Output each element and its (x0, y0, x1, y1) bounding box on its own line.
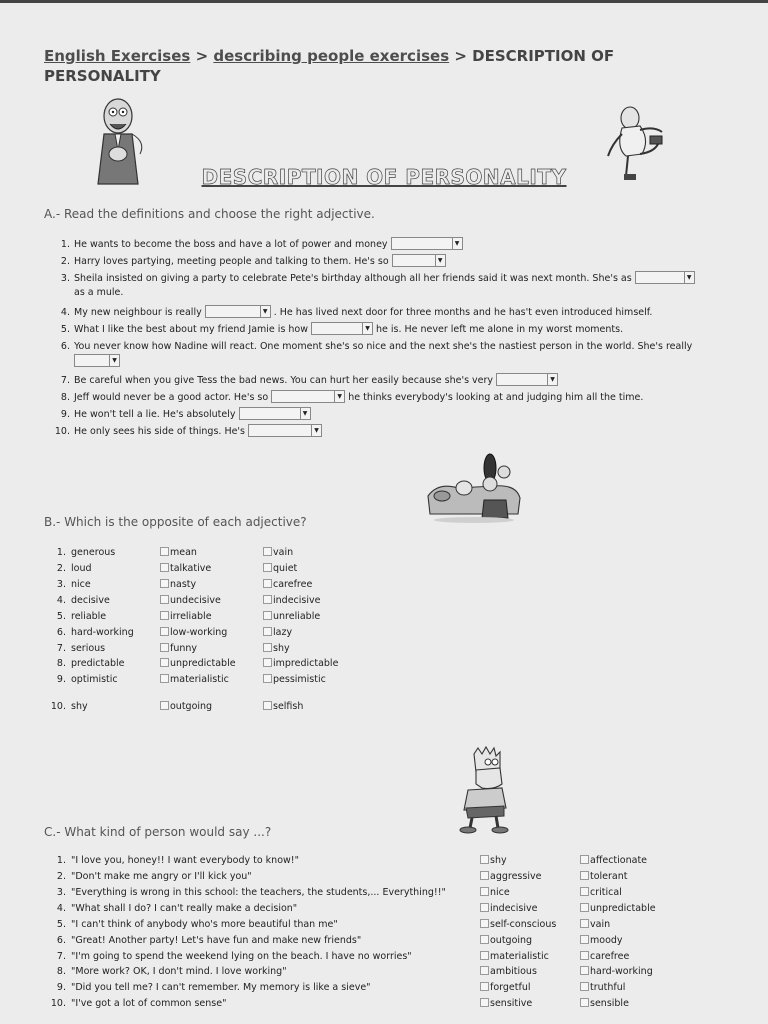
answer-dropdown[interactable] (271, 390, 345, 403)
checkbox-icon[interactable] (480, 919, 489, 928)
option-label: unreliable (273, 611, 321, 622)
chevron-down-icon: ▼ (334, 391, 344, 402)
opposite-item (50, 562, 92, 576)
breadcrumb-separator: > (449, 47, 473, 65)
opposite-item (50, 642, 105, 656)
item-number: 9. (56, 982, 66, 993)
adjective: generous (71, 547, 116, 558)
checkbox-icon[interactable] (580, 966, 589, 975)
option-label: outgoing (170, 701, 213, 712)
option-label: indecisive (273, 595, 321, 606)
checkbox-icon[interactable] (580, 951, 589, 960)
question-text: Be careful when you give Tess the bad news. You can hurt her easily because she's very (74, 375, 494, 386)
question-number: 1. (60, 239, 70, 250)
option-checkbox[interactable] (160, 657, 236, 671)
answer-dropdown[interactable] (239, 407, 311, 420)
answer-dropdown[interactable] (248, 424, 322, 437)
option-label: quiet (273, 563, 298, 574)
checkbox-icon[interactable] (263, 701, 272, 710)
option-label: outgoing (490, 935, 533, 946)
option-checkbox[interactable] (263, 578, 312, 592)
item-number: 1. (56, 855, 66, 866)
question-text: What I like the best about my friend Jamie is how (74, 324, 309, 335)
item-number: 5. (56, 611, 66, 622)
question-text: Jeff would never be a good actor. He's so (74, 392, 269, 403)
checkbox-icon[interactable] (263, 643, 272, 652)
option-label: pessimistic (273, 674, 326, 685)
section-a-heading: A.- Read the definitions and choose the right adjective. (44, 207, 375, 221)
adjective: serious (71, 643, 106, 654)
question-number: 10. (54, 426, 70, 437)
quote-text: "What shall I do? I can't really make a decision" (71, 903, 298, 914)
question-a-2 (50, 254, 449, 269)
opposite-item (50, 610, 106, 624)
option-label: shy (273, 643, 290, 654)
page-title (0, 165, 768, 189)
adjective: predictable (71, 658, 125, 669)
option-label: selfish (273, 701, 304, 712)
checkbox-icon[interactable] (160, 658, 169, 667)
breadcrumb-link-english-exercises[interactable]: English Exercises (44, 47, 191, 65)
checkbox-icon[interactable] (480, 982, 489, 991)
cartoon-boy-illustration (448, 744, 518, 836)
question-text-continued: as a mule. (74, 287, 124, 298)
quote-text: "Don't make me angry or I'll kick you" (71, 871, 252, 882)
option-checkbox[interactable] (480, 934, 532, 948)
option-label: nasty (170, 579, 197, 590)
option-label: self-conscious (490, 919, 557, 930)
option-checkbox[interactable] (160, 642, 197, 656)
question-number: 8. (60, 392, 70, 403)
option-label: sensible (590, 998, 629, 1009)
option-checkbox[interactable] (263, 700, 303, 714)
question-a-4 (50, 305, 652, 320)
option-label: vain (590, 919, 611, 930)
option-label: unpredictable (170, 658, 236, 669)
option-label: critical (590, 887, 622, 898)
option-checkbox[interactable] (160, 594, 221, 608)
option-label: carefree (590, 951, 630, 962)
adjective: shy (71, 701, 88, 712)
quote-item (50, 870, 252, 884)
option-checkbox[interactable] (580, 965, 653, 979)
option-label: affectionate (590, 855, 648, 866)
option-label: undecisive (170, 595, 221, 606)
item-number: 4. (56, 595, 66, 606)
adjective: loud (71, 563, 92, 574)
question-text-after: he is. He never left me alone in my worst moments. (376, 324, 624, 335)
question-number: 4. (60, 307, 70, 318)
answer-dropdown[interactable] (311, 322, 373, 335)
checkbox-icon[interactable] (580, 982, 589, 991)
checkbox-icon[interactable] (263, 674, 272, 683)
question-number: 9. (60, 409, 70, 420)
option-checkbox[interactable] (580, 886, 622, 900)
option-label: talkative (170, 563, 212, 574)
checkbox-icon[interactable] (263, 627, 272, 636)
checkbox-icon[interactable] (160, 595, 169, 604)
option-label: moody (590, 935, 623, 946)
quote-item (50, 934, 361, 948)
option-label: materialistic (170, 674, 229, 685)
option-checkbox[interactable] (263, 657, 338, 671)
checkbox-icon[interactable] (263, 611, 272, 620)
chevron-down-icon: ▼ (435, 255, 445, 266)
item-number: 6. (56, 627, 66, 638)
quote-text: "I can't think of anybody who's more beautiful than me" (71, 919, 338, 930)
question-a-7 (50, 373, 561, 388)
option-checkbox[interactable] (160, 700, 212, 714)
opposite-item (50, 594, 110, 608)
option-label: low-working (170, 627, 228, 638)
chevron-down-icon: ▼ (260, 306, 270, 317)
checkbox-icon[interactable] (580, 919, 589, 928)
option-label: materialistic (490, 951, 549, 962)
checkbox-icon[interactable] (480, 903, 489, 912)
section-c-heading: C.- What kind of person would say ...? (44, 825, 272, 839)
option-label: irreliable (170, 611, 212, 622)
cartoon-family-couch-illustration (424, 452, 524, 524)
option-checkbox[interactable] (580, 918, 610, 932)
opposite-item (50, 657, 125, 671)
breadcrumb-separator: > (190, 47, 214, 65)
quote-item (50, 981, 371, 995)
question-text-after: . He has lived next door for three months and he has't even introduced himself. (273, 307, 653, 318)
option-checkbox[interactable] (160, 626, 227, 640)
checkbox-icon[interactable] (160, 674, 169, 683)
adjective: hard-working (71, 627, 134, 638)
option-label: indecisive (490, 903, 538, 914)
checkbox-icon[interactable] (480, 935, 489, 944)
option-checkbox[interactable] (160, 562, 211, 576)
option-label: hard-working (590, 966, 653, 977)
quote-text: "More work? OK, I don't mind. I love working" (71, 966, 287, 977)
quote-text: "I'm going to spend the weekend lying on the beach. I have no worries" (71, 951, 412, 962)
opposite-item (50, 673, 118, 687)
chevron-down-icon: ▼ (684, 272, 694, 283)
checkbox-icon[interactable] (263, 547, 272, 556)
option-checkbox[interactable] (160, 673, 229, 687)
checkbox-icon[interactable] (580, 935, 589, 944)
option-checkbox[interactable] (480, 886, 510, 900)
option-checkbox[interactable] (480, 902, 537, 916)
quote-item (50, 886, 446, 900)
option-label: sensitive (490, 998, 533, 1009)
checkbox-icon[interactable] (580, 887, 589, 896)
option-checkbox[interactable] (160, 578, 196, 592)
answer-dropdown[interactable] (635, 271, 695, 284)
option-checkbox[interactable] (480, 854, 507, 868)
checkbox-icon[interactable] (480, 998, 489, 1007)
checkbox-icon[interactable] (263, 579, 272, 588)
item-number: 8. (56, 658, 66, 669)
quote-item (50, 950, 412, 964)
option-label: carefree (273, 579, 313, 590)
question-text: You never know how Nadine will react. One moment she's so nice and the next she's the nastiest person in the world. She's really (74, 341, 693, 352)
checkbox-icon[interactable] (263, 658, 272, 667)
item-number: 7. (56, 643, 66, 654)
option-label: mean (170, 547, 197, 558)
checkbox-icon[interactable] (480, 951, 489, 960)
quote-text: "I've got a lot of common sense" (71, 998, 227, 1009)
item-number: 8. (56, 966, 66, 977)
question-number: 7. (60, 375, 70, 386)
checkbox-icon[interactable] (580, 903, 589, 912)
question-a-8 (50, 390, 643, 405)
chevron-down-icon: ▼ (362, 323, 372, 334)
option-checkbox[interactable] (580, 854, 647, 868)
answer-dropdown[interactable] (392, 254, 446, 267)
breadcrumb (44, 46, 704, 86)
option-checkbox[interactable] (480, 870, 541, 884)
answer-dropdown[interactable] (205, 305, 271, 318)
item-number: 6. (56, 935, 66, 946)
item-number: 2. (56, 871, 66, 882)
option-label: funny (170, 643, 198, 654)
option-checkbox[interactable] (263, 626, 292, 640)
quote-text: "I love you, honey!! I want everybody to know!" (71, 855, 299, 866)
opposite-item (50, 578, 91, 592)
question-a-1 (50, 237, 466, 252)
option-label: ambitious (490, 966, 537, 977)
item-number: 10. (50, 998, 66, 1009)
option-label: nice (490, 887, 510, 898)
section-b-heading: B.- Which is the opposite of each adjective? (44, 515, 307, 529)
option-checkbox[interactable] (263, 562, 297, 576)
question-text: Harry loves partying, meeting people and talking to them. He's so (74, 256, 389, 267)
checkbox-icon[interactable] (160, 579, 169, 588)
quote-item (50, 902, 297, 916)
question-text: My new neighbour is really (74, 307, 202, 318)
option-checkbox[interactable] (160, 546, 197, 560)
question-text: He only sees his side of things. He's (74, 426, 245, 437)
option-checkbox[interactable] (580, 870, 628, 884)
chevron-down-icon: ▼ (547, 374, 557, 385)
checkbox-icon[interactable] (580, 871, 589, 880)
checkbox-icon[interactable] (160, 563, 169, 572)
question-number: 6. (60, 341, 70, 352)
question-text: He won't tell a lie. He's absolutely (74, 409, 236, 420)
option-checkbox[interactable] (580, 934, 623, 948)
option-label: shy (490, 855, 507, 866)
option-label: lazy (273, 627, 293, 638)
item-number: 4. (56, 903, 66, 914)
checkbox-icon[interactable] (160, 643, 169, 652)
quote-text: "Great! Another party! Let's have fun and make new friends" (71, 935, 362, 946)
item-number: 2. (56, 563, 66, 574)
option-checkbox[interactable] (480, 950, 549, 964)
checkbox-icon[interactable] (263, 563, 272, 572)
checkbox-icon[interactable] (160, 611, 169, 620)
option-label: tolerant (590, 871, 628, 882)
answer-dropdown[interactable] (391, 237, 463, 250)
chevron-down-icon: ▼ (452, 238, 462, 249)
checkbox-icon[interactable] (160, 701, 169, 710)
question-number: 2. (60, 256, 70, 267)
question-text: Sheila insisted on giving a party to celebrate Pete's birthday although all her friends said it was next month. She's as (74, 273, 632, 284)
option-checkbox[interactable] (580, 902, 656, 916)
question-text: He wants to become the boss and have a lot of power and money (74, 239, 388, 250)
option-label: truthful (590, 982, 626, 993)
item-number: 7. (56, 951, 66, 962)
option-checkbox[interactable] (480, 981, 531, 995)
checkbox-icon[interactable] (480, 871, 489, 880)
option-checkbox[interactable] (263, 673, 326, 687)
item-number: 1. (56, 547, 66, 558)
opposite-item (50, 546, 115, 560)
adjective: nice (71, 579, 91, 590)
quote-item (50, 965, 287, 979)
question-a-10 (50, 424, 325, 439)
scan-edge (0, 0, 768, 3)
option-checkbox[interactable] (580, 981, 625, 995)
chevron-down-icon: ▼ (300, 408, 310, 419)
option-label: forgetful (490, 982, 531, 993)
breadcrumb-link-describing-people[interactable]: describing people exercises (213, 47, 450, 65)
answer-dropdown[interactable] (74, 354, 120, 367)
chevron-down-icon: ▼ (311, 425, 321, 436)
opposite-item (50, 700, 88, 714)
option-checkbox[interactable] (480, 965, 537, 979)
question-number: 5. (60, 324, 70, 335)
question-a-6 (50, 340, 720, 369)
checkbox-icon[interactable] (480, 887, 489, 896)
option-checkbox[interactable] (580, 997, 629, 1011)
option-checkbox[interactable] (480, 918, 556, 932)
option-label: unpredictable (590, 903, 656, 914)
item-number: 3. (56, 579, 66, 590)
adjective: decisive (71, 595, 110, 606)
option-label: impredictable (273, 658, 339, 669)
option-label: vain (273, 547, 294, 558)
checkbox-icon[interactable] (580, 855, 589, 864)
checkbox-icon[interactable] (160, 627, 169, 636)
option-label: aggressive (490, 871, 542, 882)
adjective: optimistic (71, 674, 118, 685)
option-checkbox[interactable] (480, 997, 532, 1011)
breadcrumb-current: DESCRIPTION OF PERSONALITY (44, 47, 615, 85)
checkbox-icon[interactable] (480, 855, 489, 864)
checkbox-icon[interactable] (480, 966, 489, 975)
adjective: reliable (71, 611, 107, 622)
option-checkbox[interactable] (580, 950, 629, 964)
checkbox-icon[interactable] (160, 547, 169, 556)
chevron-down-icon: ▼ (109, 355, 119, 366)
item-number: 10. (50, 701, 66, 712)
checkbox-icon[interactable] (263, 595, 272, 604)
quote-item (50, 918, 338, 932)
opposite-item (50, 626, 134, 640)
option-checkbox[interactable] (263, 642, 290, 656)
checkbox-icon[interactable] (580, 998, 589, 1007)
item-number: 5. (56, 919, 66, 930)
item-number: 3. (56, 887, 66, 898)
question-a-5 (50, 322, 623, 337)
option-checkbox[interactable] (160, 610, 212, 624)
quote-item (50, 997, 226, 1011)
item-number: 9. (56, 674, 66, 685)
question-text-after: he thinks everybody's looking at and judging him all the time. (348, 392, 644, 403)
question-number: 3. (60, 273, 70, 284)
option-checkbox[interactable] (263, 546, 293, 560)
question-a-3 (50, 271, 720, 300)
quote-text: "Everything is wrong in this school: the teachers, the students,... Everything!!" (71, 887, 446, 898)
option-checkbox[interactable] (263, 594, 320, 608)
option-checkbox[interactable] (263, 610, 320, 624)
question-a-9 (50, 407, 314, 422)
quote-text: "Did you tell me? I can't remember. My memory is like a sieve" (71, 982, 371, 993)
quote-item (50, 854, 299, 868)
answer-dropdown[interactable] (496, 373, 558, 386)
page-title-text: DESCRIPTION OF PERSONALITY (201, 165, 567, 189)
